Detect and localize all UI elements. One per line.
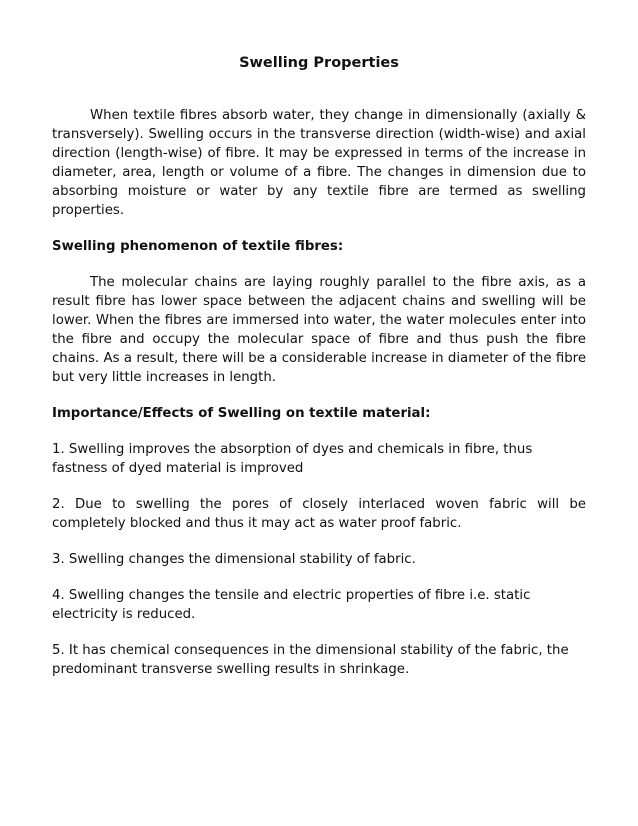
list-item: 1. Swelling improves the absorption of dyes and chemicals in fibre, thus fastness of dyed material is improved: [52, 442, 533, 476]
list-item: 5. It has chemical consequences in the dimensional stability of the fabric, the predominant transverse swelling results in shrinkage.: [52, 643, 569, 677]
intro-paragraph: When textile fibres absorb water, they change in dimensionally (axially & transversely). Swelling occurs in the transverse direction (width-wise) and axial direction (length-wise) of fibre. It may be expressed in terms of the increase in diameter, area, length or volume of a fibre. The changes in dimension due to absorbing moisture or water by any textile fibre are termed as swelling properties.: [52, 108, 586, 218]
list-item: 2. Due to swelling the pores of closely interlaced woven fabric will be completely blocked and thus it may act as water proof fabric.: [52, 497, 586, 531]
document-page: [52, 52, 586, 696]
section-heading-phenomenon: Swelling phenomenon of textile fibres:: [52, 239, 344, 254]
list-item: 4. Swelling changes the tensile and electric properties of fibre i.e. static electricity is reduced.: [52, 588, 531, 622]
phenomenon-paragraph: The molecular chains are laying roughly parallel to the fibre axis, as a result fibre has lower space between the adjacent chains and swelling will be lower. When the fibres are immersed into water, the water molecules enter into the fibre and occupy the molecular space of fibre and thus push the fibre chains. As a result, there will be a considerable increase in diameter of the fibre but very little increases in length.: [52, 275, 586, 385]
list-item: 3. Swelling changes the dimensional stability of fabric.: [52, 552, 416, 567]
section-heading-importance: Importance/Effects of Swelling on textile material:: [52, 406, 431, 421]
document-title: Swelling Properties: [239, 55, 399, 71]
